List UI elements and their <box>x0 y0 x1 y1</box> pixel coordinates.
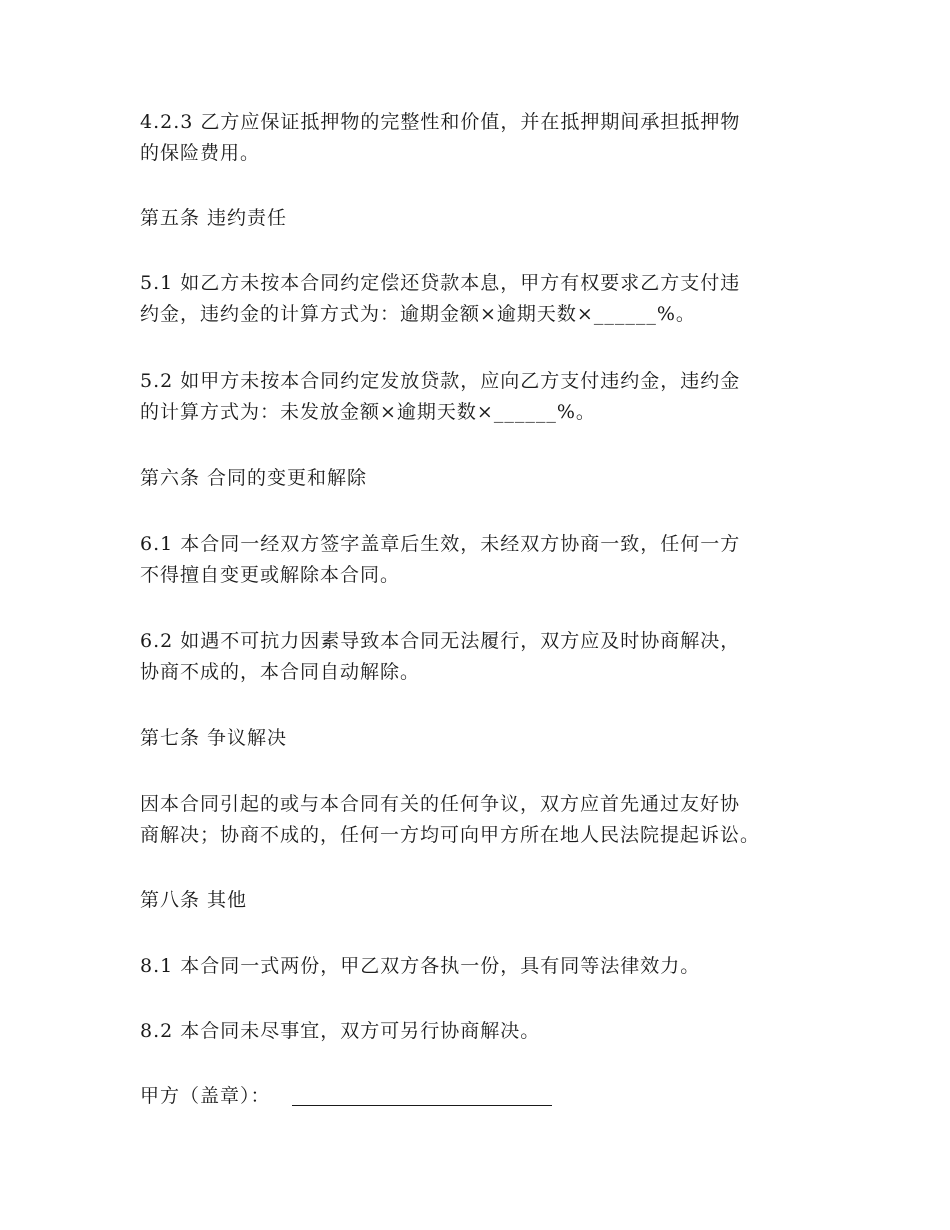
article-7-heading: 第七条 争议解决 <box>140 727 288 749</box>
party-a-signature-line <box>292 1105 552 1106</box>
article-8-heading: 第八条 其他 <box>140 889 248 911</box>
clause-5-2-line-2: 的计算方式为：未发放金额×逾期天数×______%。 <box>140 401 596 423</box>
clause-6-1-line-1: 6.1 本合同一经双方签字盖章后生效，未经双方协商一致，任何一方 <box>140 533 741 555</box>
article-7-body-line-1: 因本合同引起的或与本合同有关的任何争议，双方应首先通过友好协 <box>140 793 741 815</box>
clause-4-2-3-line-2: 的保险费用。 <box>140 142 261 164</box>
clause-5-2-line-1: 5.2 如甲方未按本合同约定发放贷款，应向乙方支付违约金，违约金 <box>140 370 741 392</box>
clause-6-2-line-2: 协商不成的，本合同自动解除。 <box>140 661 421 683</box>
article-6-heading: 第六条 合同的变更和解除 <box>140 467 368 489</box>
clause-5-1-line-1: 5.1 如乙方未按本合同约定偿还贷款本息，甲方有权要求乙方支付违 <box>140 272 741 294</box>
article-7-body-line-2: 商解决；协商不成的，任何一方均可向甲方所在地人民法院提起诉讼。 <box>140 824 761 846</box>
clause-8-1: 8.1 本合同一式两份，甲乙双方各执一份，具有同等法律效力。 <box>140 955 701 977</box>
clause-6-1-line-2: 不得擅自变更或解除本合同。 <box>140 564 401 586</box>
clause-4-2-3-line-1: 4.2.3 乙方应保证抵押物的完整性和价值，并在抵押期间承担抵押物 <box>140 111 741 133</box>
clause-8-2: 8.2 本合同未尽事宜，双方可另行协商解决。 <box>140 1020 541 1042</box>
clause-5-1-line-2: 约金，违约金的计算方式为：逾期金额×逾期天数×______%。 <box>140 303 696 325</box>
clause-6-2-line-1: 6.2 如遇不可抗力因素导致本合同无法履行，双方应及时协商解决， <box>140 630 741 652</box>
party-a-signature-label: 甲方（盖章）： <box>140 1085 271 1107</box>
article-5-heading: 第五条 违约责任 <box>140 207 288 229</box>
